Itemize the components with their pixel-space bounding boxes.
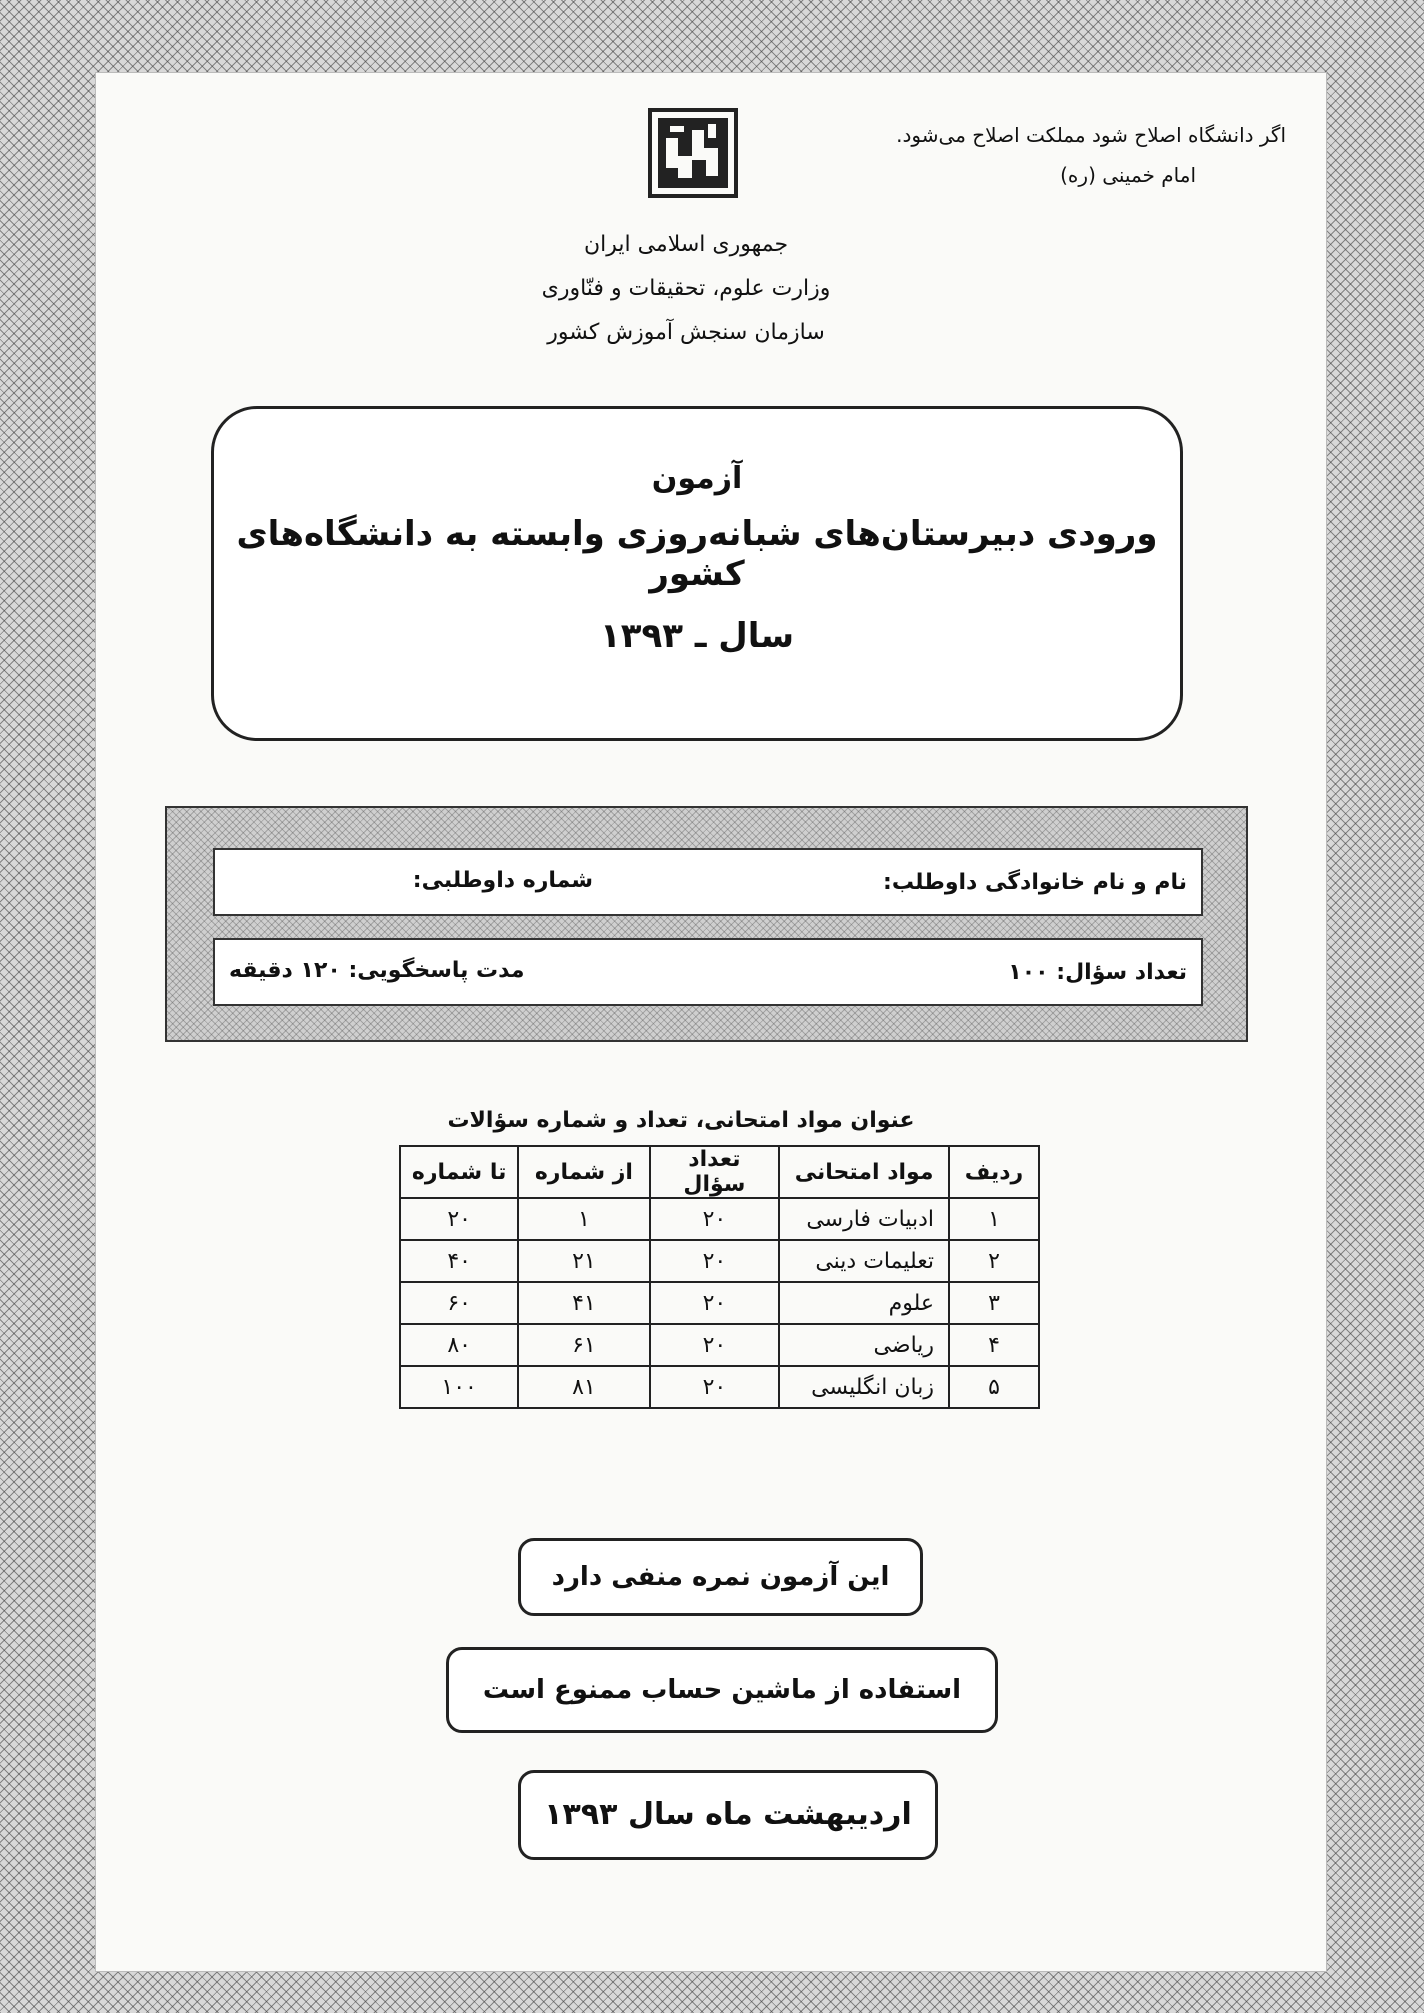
to-number: ۱۰۰ xyxy=(400,1366,518,1408)
from-number: ۶۱ xyxy=(518,1324,649,1366)
to-number: ۶۰ xyxy=(400,1282,518,1324)
duration-value: ۱۲۰ دقیقه xyxy=(229,958,341,983)
exam-year: سال ـ ۱۳۹۳ xyxy=(599,616,794,656)
table-row xyxy=(400,1240,1039,1282)
candidate-name-label: نام و نام خانوادگی داوطلب: xyxy=(883,870,1187,895)
ministry-name: وزارت علوم، تحقیقات و فنّاوری xyxy=(541,276,831,301)
to-number: ۲۰ xyxy=(400,1198,518,1240)
question-count-cell: ۲۰ xyxy=(650,1240,780,1282)
from-number: ۴۱ xyxy=(518,1282,649,1324)
organization-name: سازمان سنجش آموزش کشور xyxy=(547,320,825,345)
column-header: تا شماره xyxy=(400,1146,518,1198)
to-number: ۴۰ xyxy=(400,1240,518,1282)
question-count-value: ۱۰۰ xyxy=(1008,960,1049,985)
candidate-info-panel xyxy=(165,806,1248,1042)
subjects-table xyxy=(399,1145,1040,1409)
quote-text: اگر دانشگاه اصلاح شود مملکت اصلاح می‌شود. xyxy=(896,123,1286,147)
government-header xyxy=(476,223,896,355)
row-number: ۱ xyxy=(949,1198,1039,1240)
table-row xyxy=(400,1366,1039,1408)
table-header-row xyxy=(400,1146,1039,1198)
question-count-cell: ۲۰ xyxy=(650,1282,780,1324)
table-row xyxy=(400,1282,1039,1324)
organization-logo-icon xyxy=(648,108,738,198)
column-header: ردیف xyxy=(949,1146,1039,1198)
question-count-cell: ۲۰ xyxy=(650,1366,780,1408)
exam-date: اردیبهشت ماه سال ۱۳۹۳ xyxy=(518,1770,938,1860)
to-number: ۸۰ xyxy=(400,1324,518,1366)
subject-name: تعلیمات دینی xyxy=(779,1240,949,1282)
candidate-number-label: شماره داوطلبی: xyxy=(412,868,593,893)
row-number: ۵ xyxy=(949,1366,1039,1408)
row-number: ۲ xyxy=(949,1240,1039,1282)
subject-name: ریاضی xyxy=(779,1324,949,1366)
column-header: مواد امتحانی xyxy=(779,1146,949,1198)
subject-name: زبان انگلیسی xyxy=(779,1366,949,1408)
table-row xyxy=(400,1324,1039,1366)
question-count-cell: ۲۰ xyxy=(650,1324,780,1366)
quote-block xyxy=(846,115,1286,195)
duration xyxy=(229,958,525,983)
quote-author: امام خمینی (ره) xyxy=(1060,163,1196,187)
exam-title: آزمون xyxy=(651,461,743,496)
question-count xyxy=(1008,960,1187,985)
exam-subtitle: ورودی دبیرستان‌های شبانه‌روزی وابسته به دانشگاه‌های کشور xyxy=(236,514,1158,594)
exam-details-row xyxy=(213,938,1203,1006)
column-header: تعداد سؤال xyxy=(650,1146,780,1198)
candidate-identity-row xyxy=(213,848,1203,916)
question-count-label: تعداد سؤال: xyxy=(1056,960,1187,985)
column-header: از شماره xyxy=(518,1146,649,1198)
negative-marking-notice: این آزمون نمره منفی دارد xyxy=(518,1538,923,1616)
row-number: ۴ xyxy=(949,1324,1039,1366)
question-count-cell: ۲۰ xyxy=(650,1198,780,1240)
duration-label: مدت پاسخگویی: xyxy=(348,958,525,983)
exam-cover-page xyxy=(95,72,1327,1972)
subject-name: علوم xyxy=(779,1282,949,1324)
country-name: جمهوری اسلامی ایران xyxy=(583,232,789,257)
from-number: ۸۱ xyxy=(518,1366,649,1408)
subject-name: ادبیات فارسی xyxy=(779,1198,949,1240)
from-number: ۲۱ xyxy=(518,1240,649,1282)
calculator-notice: استفاده از ماشین حساب ممنوع است xyxy=(446,1647,998,1733)
exam-title-box xyxy=(211,406,1183,741)
table-row xyxy=(400,1198,1039,1240)
row-number: ۳ xyxy=(949,1282,1039,1324)
subjects-table-title: عنوان مواد امتحانی، تعداد و شماره سؤالات xyxy=(447,1108,915,1133)
from-number: ۱ xyxy=(518,1198,649,1240)
